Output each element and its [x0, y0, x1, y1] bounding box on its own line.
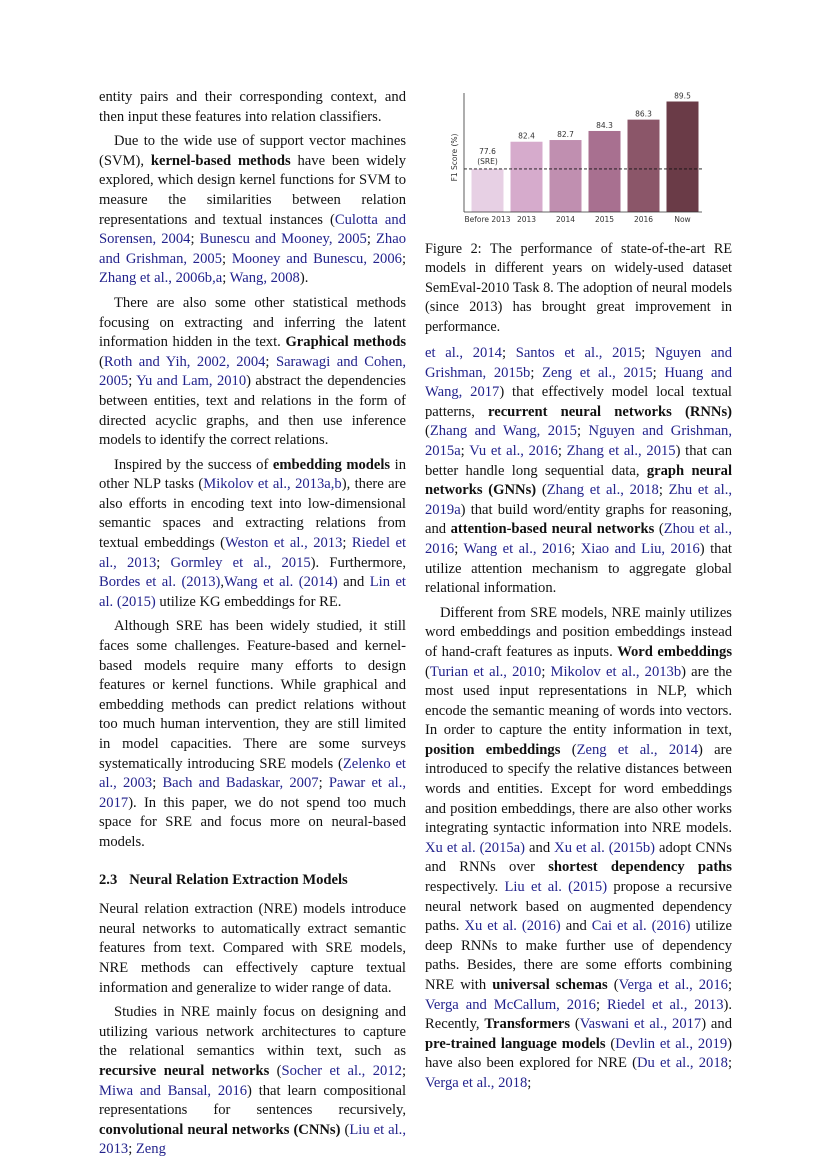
text-run: entity pairs and their corresponding context, and then input these features into relation classifiers. [99, 89, 406, 125]
bold-term: position embeddings [425, 741, 561, 758]
text-run: ). [299, 270, 309, 287]
text-run: ) that build word/entity graphs for reasoning, and [425, 501, 732, 538]
citation-link[interactable]: Huang and Wang, 2017 [425, 364, 733, 401]
citation-link[interactable]: Weston et al., 2013 [225, 535, 343, 552]
text-run: ; [652, 364, 665, 381]
bold-term: Graphical methods [285, 334, 407, 351]
paragraph [99, 88, 406, 127]
citation-link[interactable]: Bunescu and Mooney, 2005 [199, 231, 367, 248]
citation-link[interactable]: Cai et al. (2016) [591, 918, 691, 935]
bar-2 [550, 140, 582, 212]
bold-term: Word embeddings [617, 643, 732, 660]
text-run: utilize deep RNNs to make further use of dependency paths. Besides, there are some efforts combining NRE with [425, 918, 732, 993]
text-run: ; [454, 540, 464, 557]
citation-link[interactable]: Mikolov et al., 2013a,b [203, 476, 342, 493]
text-run: ) abstract the dependencies between entities, text and relations in the form of directed acyclic graphs, and then use inference models to identify the correct relations. [99, 373, 406, 449]
text-run: ; [128, 1141, 136, 1158]
bold-term: recursive neural networks [99, 1062, 270, 1079]
text-run: ( [570, 1016, 580, 1033]
text-run: ; [156, 554, 171, 571]
text-run: propose a recursive neural network based on augmented dependency paths. [425, 879, 732, 935]
right-column [425, 344, 732, 1099]
bar-annotation: (SRE) [477, 156, 498, 166]
text-run: ( [99, 353, 104, 370]
text-run: ; [658, 482, 669, 499]
text-run: ( [654, 521, 664, 538]
bold-term: universal schemas [492, 977, 608, 993]
citation-link[interactable]: Liu et al., 2013 [99, 1121, 406, 1158]
citation-link[interactable]: Sarawagi and Cohen, 2005 [99, 353, 407, 390]
citation-link[interactable]: Santos et al., 2015 [515, 345, 642, 361]
citation-link[interactable]: Socher et al., 2012 [281, 1062, 402, 1079]
citation-link[interactable]: Zeng et al., 2015 [542, 364, 653, 381]
paragraph [99, 456, 406, 613]
citation-link[interactable]: Verga and McCallum, 2016 [425, 996, 596, 1013]
citation-link[interactable]: Zhang et al., 2015 [566, 442, 676, 459]
citation-link[interactable]: Turian et al., 2010 [429, 663, 542, 680]
citation-link[interactable]: Vaswani et al., 2017 [579, 1016, 702, 1033]
text-run: ( [425, 663, 430, 680]
bold-term: convolutional neural networks (CNNs) [99, 1121, 341, 1138]
paragraph [99, 900, 406, 998]
text-run: ) are the most used input representations in NLP, which encode the semantic meaning of words into vectors. In order to capture the entity information in text, [425, 663, 732, 739]
figure-caption: Figure 2: The performance of state-of-the-art RE models in different years on widely-used dataset SemEval-2010 Task 8. The adoption of neural models (since 2013) has brought great improvement in performance. [425, 241, 732, 335]
section-title: Neural Relation Extraction Models [129, 871, 348, 888]
text-run: ( [560, 741, 577, 758]
citation-link[interactable]: Verga et al., 2018 [425, 1074, 528, 1091]
bold-term: kernel-based methods [150, 152, 291, 169]
text-run: respectively. [425, 879, 505, 896]
citation-link[interactable]: Du et al., 2018 [636, 1055, 728, 1072]
citation-link[interactable]: Roth and Yih, 2002, 2004 [103, 353, 266, 370]
text-run: ; [541, 663, 551, 680]
text-run: ( [425, 423, 430, 440]
citation-link[interactable]: Zeng [135, 1141, 166, 1158]
citation-link[interactable]: Liu et al. (2015) [504, 879, 608, 896]
text-run: ; [557, 442, 567, 459]
citation-link[interactable]: Xu et al. (2015b) [554, 839, 656, 856]
paragraph [99, 617, 406, 852]
bar-value-label: 77.6 [479, 146, 496, 156]
bar-value-label: 89.5 [674, 91, 691, 101]
text-run: ), there are also efforts in encoding text into low-dimensional semantic spaces and extracting relations from textual embeddings ( [99, 476, 406, 552]
text-run: ; [501, 345, 516, 361]
text-run: and [560, 918, 592, 935]
f1-score-bar-chart [440, 85, 710, 230]
text-run: ; [641, 345, 656, 361]
citation-link[interactable]: Gormley et al., 2015 [170, 554, 311, 571]
text-run: ) are introduced to specify the relative distances between words and entities. Except for word embeddings and position embeddings, there are also other works integrating syntactic information into NRE models. [425, 741, 732, 837]
text-run: ( [605, 1035, 616, 1052]
citation-link[interactable]: Mikolov et al., 2013b [550, 663, 682, 680]
x-tick-label: Before 2013 [464, 215, 511, 224]
text-run: ). In this paper, we do not spend too much space for SRE and focus more on neural-based models. [99, 794, 406, 850]
citation-link[interactable]: Nguyen and Grishman, 2015a [425, 423, 733, 459]
citation-link[interactable]: Mooney and Bunescu, 2006 [231, 250, 402, 267]
section-number: 2.3 [99, 871, 118, 888]
citation-link[interactable]: Xiao and Liu, 2016 [580, 540, 700, 557]
section-heading [99, 871, 406, 891]
text-run: ( [536, 482, 547, 499]
bar-1 [511, 142, 543, 212]
x-tick-label: Now [674, 215, 691, 224]
citation-link[interactable]: Zhang and Wang, 2015 [429, 423, 577, 440]
text-run: ; [460, 442, 470, 459]
bold-term: attention-based neural networks [450, 521, 655, 538]
citation-link[interactable]: Riedel et al., 2013 [99, 535, 407, 571]
text-run: in other NLP tasks ( [99, 456, 406, 493]
text-run: ). Recently, [425, 996, 733, 1033]
text-run: ; [366, 231, 376, 248]
citation-link[interactable]: Zhang et al., 2018 [546, 482, 659, 499]
text-run: ; [152, 775, 163, 792]
text-run: ) have also been explored for NRE ( [425, 1035, 732, 1072]
left-column [99, 88, 406, 1165]
text-run: Neural relation extraction (NRE) models introduce neural networks to automatically extract semantic features from text. Compared with SRE models, NRE methods can effectively capture textual information and generalize to wider range of data. [99, 901, 406, 996]
text-run: Studies in NRE mainly focus on designing and utilizing various network architectures to capture the relational semantics within text, such as [99, 1004, 406, 1060]
citation-link[interactable]: Devlin et al., 2019 [615, 1035, 728, 1052]
citation-link[interactable]: Zhu et al., 2019a [425, 482, 733, 518]
y-axis-label: F1 Score (%) [450, 133, 459, 182]
citation-link[interactable]: Bordes et al. (2013) [99, 574, 221, 591]
x-tick-label: 2014 [555, 215, 576, 224]
bold-term: shortest dependency paths [548, 859, 732, 876]
x-tick-label: 2016 [633, 215, 654, 224]
text-run: ; [401, 250, 406, 267]
paragraph [99, 294, 406, 451]
text-run: Inspired by the success of [114, 456, 273, 473]
paragraph [425, 604, 732, 1094]
citation-link[interactable]: Bach and Badaskar, 2007 [162, 775, 319, 792]
text-run: Due to the wide use of support vector machines (SVM), [99, 133, 406, 169]
bold-term: recurrent neural networks (RNNs) [488, 403, 732, 420]
citation-link[interactable]: Zeng et al., 2014 [576, 741, 699, 758]
bar-4 [628, 120, 660, 212]
text-run: ) that can better handle long sequential data, [425, 442, 733, 479]
bar-0 [472, 169, 504, 212]
citation-link[interactable]: Nguyen and Grishman, 2015b [425, 345, 732, 381]
citation-link[interactable]: Lin et al. (2015) [99, 574, 406, 610]
citation-link[interactable]: Miwa and Bansal, 2016 [99, 1082, 248, 1099]
citation-link[interactable]: Zelenko et al., 2003 [99, 755, 406, 792]
x-tick-label: 2013 [516, 215, 537, 224]
bar-3 [589, 131, 621, 212]
text-run: ; [401, 1062, 406, 1079]
citation-link[interactable]: Culotta and Sorensen, 2004 [99, 211, 406, 248]
text-run: ; [342, 535, 352, 552]
bar-value-label: 84.3 [596, 120, 613, 130]
citation-link[interactable]: Zhou et al., 2016 [425, 521, 732, 557]
text-run: ; [576, 423, 589, 440]
paragraph [425, 344, 732, 599]
citation-link[interactable]: Xu et al. (2015a) [425, 839, 526, 856]
citation-link[interactable]: Verga et al., 2016 [618, 977, 728, 993]
citation-link[interactable]: Wang et al., 2016 [463, 540, 572, 557]
text-run: ( [340, 1121, 350, 1138]
paragraph [99, 132, 406, 289]
citation-link[interactable]: Yu and Lam, 2010 [136, 373, 247, 390]
text-run: ; [571, 540, 581, 557]
text-run: ; [527, 1074, 532, 1091]
text-run: ; [318, 775, 329, 792]
left-paragraphs-after-heading [99, 900, 406, 1160]
text-run: ; [727, 977, 733, 993]
text-run: adopt CNNs and RNNs over [425, 839, 732, 876]
citation-link[interactable]: Wang et al. (2014) [224, 574, 338, 591]
text-run: ; [128, 373, 137, 390]
citation-link[interactable]: Zhao and Grishman, 2005 [99, 231, 406, 267]
text-run: and [337, 574, 370, 591]
citation-link[interactable]: Wang, 2008 [229, 270, 300, 287]
text-run: and [525, 839, 555, 856]
text-run: ). Furthermore, [310, 554, 407, 571]
bold-term: embedding models [272, 456, 391, 473]
text-run: , [220, 574, 225, 591]
text-run: ; [595, 996, 607, 1013]
text-run: ; [530, 364, 543, 381]
citation-link[interactable]: Zhang et al., 2006b,a [99, 270, 223, 287]
citation-link[interactable]: Pawar et al., 2017 [99, 775, 406, 811]
text-run: ; [727, 1055, 732, 1072]
paragraph [99, 1003, 406, 1160]
bar-5 [667, 102, 699, 213]
text-run: ) that utilize attention mechanism to aggregate global relational information. [425, 540, 732, 597]
bold-term: pre-trained language models [425, 1035, 606, 1052]
text-run: There are also some other statistical methods focusing on extracting and inferring the latent information hidden in the text. [99, 294, 406, 351]
text-run: ( [269, 1062, 282, 1079]
bar-value-label: 86.3 [635, 109, 652, 119]
text-run: ( [607, 977, 619, 993]
text-run: ; [222, 250, 232, 267]
citation-link[interactable]: et al., 2014 [425, 345, 502, 361]
bar-value-label: 82.4 [518, 131, 535, 141]
text-run: ; [265, 353, 276, 370]
citation-link[interactable]: Xu et al. (2016) [464, 918, 561, 935]
bar-value-label: 82.7 [557, 130, 574, 140]
text-run: utilize KG embeddings for RE. [155, 593, 342, 610]
x-tick-label: 2015 [594, 215, 615, 224]
text-run: ; [190, 231, 200, 248]
text-run: ) and [701, 1016, 732, 1033]
text-run: ; [222, 270, 230, 287]
bold-term: graph neural networks (GNNs) [425, 462, 732, 499]
text-run: have been widely explored, which design kernel functions for SVM to measure the similarities between relation representations and textual instances ( [99, 152, 406, 228]
text-run: ) that effectively model local textual patterns, [425, 384, 732, 420]
text-run: Different from SRE models, NRE mainly utilizes word embeddings and position embeddings instead of hand-craft features as inputs. [425, 604, 732, 660]
bold-term: Transformers [484, 1016, 571, 1033]
text-run: ) that learn compositional representations for sentences recursively, [99, 1082, 407, 1119]
citation-link[interactable]: Riedel et al., 2013 [606, 996, 724, 1013]
citation-link[interactable]: Vu et al., 2016 [469, 442, 558, 459]
text-run: Although SRE has been widely studied, it still faces some challenges. Feature-based and kernel-based models require many efforts to design features or kernel functions. While graphical and embedding methods can predict relations without too much human intervention, they are still limited in model capacities. There are some surveys systematically introducing SRE models ( [99, 618, 406, 772]
left-paragraphs [99, 88, 406, 853]
